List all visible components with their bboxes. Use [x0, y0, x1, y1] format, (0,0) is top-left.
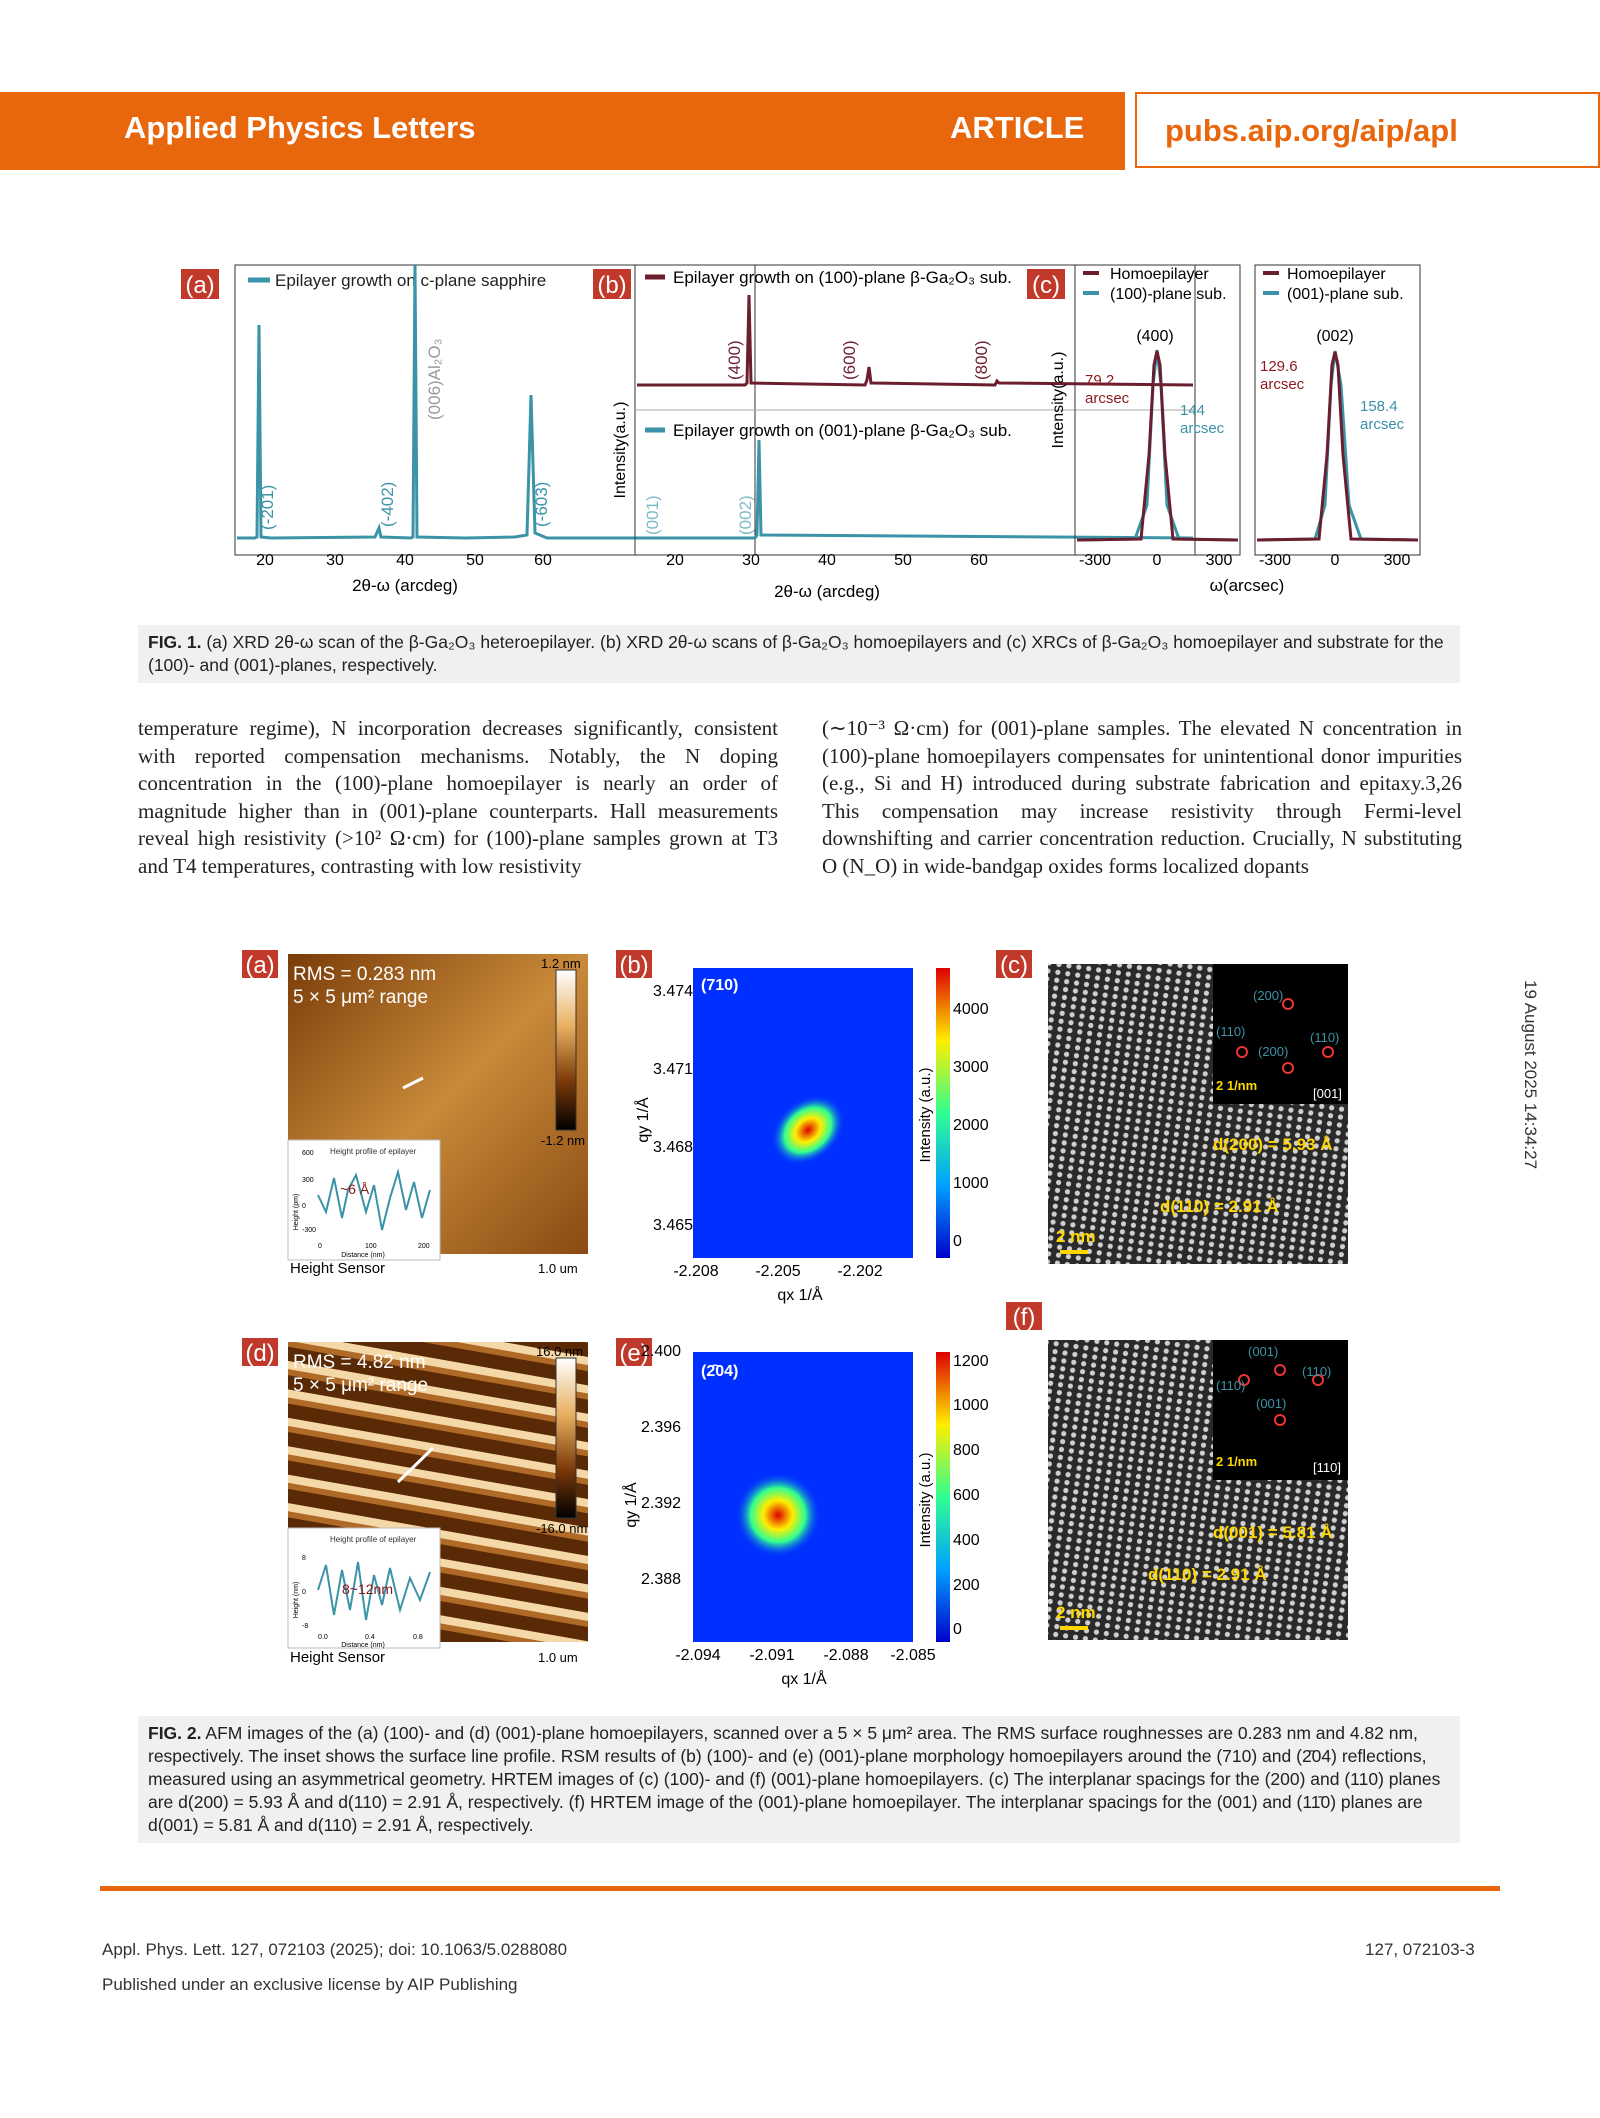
journal-url[interactable]: pubs.aip.org/aip/apl: [1165, 113, 1458, 148]
x-tick: 50: [466, 552, 484, 569]
svg-text:arcsec: arcsec: [1260, 376, 1305, 393]
svg-text:1.0 um: 1.0 um: [538, 1650, 578, 1665]
svg-text:Height Sensor: Height Sensor: [290, 1649, 386, 1666]
legend-label: Epilayer growth on (100)-plane β-Ga₂O₃ sub.: [673, 268, 1012, 287]
svg-text:-2.085: -2.085: [890, 1647, 936, 1664]
svg-text:(110): (110): [1302, 1364, 1332, 1379]
x-tick: 20: [256, 552, 274, 569]
svg-text:5 × 5 μm² range: 5 × 5 μm² range: [293, 987, 429, 1008]
svg-text:2000: 2000: [953, 1117, 989, 1134]
svg-text:qx 1/Å: qx 1/Å: [777, 1287, 823, 1304]
svg-text:Homoepilayer: Homoepilayer: [1110, 266, 1209, 283]
svg-text:Distance (nm): Distance (nm): [341, 1252, 385, 1259]
journal-title: Applied Physics Letters: [124, 110, 476, 145]
peak-label: (001): [643, 495, 662, 535]
fig2-panel-a: [242, 950, 588, 1277]
svg-text:(001): (001): [1256, 1396, 1287, 1411]
svg-text:16.0 nm: 16.0 nm: [536, 1344, 583, 1359]
svg-text:-2.205: -2.205: [755, 1263, 801, 1280]
svg-text:158.4: 158.4: [1360, 398, 1398, 415]
svg-text:Height Sensor: Height Sensor: [290, 1260, 386, 1277]
svg-text:3.465: 3.465: [653, 1217, 694, 1234]
legend-label: Epilayer growth on (001)-plane β-Ga₂O₃ sub.: [673, 421, 1012, 440]
panel-tag: (d): [245, 1340, 275, 1367]
svg-text:d(110) = 2.91 Å: d(110) = 2.91 Å: [1148, 1565, 1267, 1584]
svg-text:2 1/nm: 2 1/nm: [1216, 1078, 1258, 1093]
svg-text:arcsec: arcsec: [1360, 416, 1405, 433]
svg-text:(200): (200): [1258, 1044, 1289, 1059]
svg-text:(001)-plane sub.: (001)-plane sub.: [1287, 286, 1404, 303]
x-axis-label: ω(arcsec): [1209, 576, 1285, 595]
colorbar: [936, 1352, 950, 1642]
x-tick: 30: [326, 552, 344, 569]
figure-1: [175, 255, 1450, 615]
svg-text:(110): (110): [1216, 1024, 1246, 1039]
x-tick: -300: [1078, 552, 1112, 569]
svg-text:(001): (001): [1248, 1344, 1279, 1359]
footer-citation: Appl. Phys. Lett. 127, 072103 (2025); doi: 10.1063/5.0288080: [102, 1940, 568, 1959]
x-tick: 60: [534, 552, 552, 569]
svg-text:5 × 5 μm² range: 5 × 5 μm² range: [293, 1375, 429, 1396]
panel-tag: (c): [1000, 952, 1028, 979]
legend-label: Epilayer growth on c-plane sapphire: [275, 271, 547, 290]
x-tick: 30: [742, 552, 760, 569]
y-axis-label: Intensity(a.u.): [612, 401, 629, 499]
caption-text: AFM images of the (a) (100)- and (d) (001)-plane homoepilayers, scanned over a 5 × 5 μm² area. The RMS surface roughnesses are 0.283 nm and 4.82 nm, respectively. The inset shows the surface line profile. RSM results of (b) (100)- and (e) (001)-plane morphology homoepilayers around the (710) and (2̄04) reflections, measured using an asymmetrical geometry. HRTEM images of (c) (100)- and (f) (001)-plane homoepilayers. (c) The interplanar spacings for the (200) and (110) planes are d(200) = 5.93 Å and d(110) = 2.91 Å, respectively. (f) HRTEM image of the (001)-plane homoepilayer. The interplanar spacings for the (001) and (11̄0) planes are d(001) = 5.81 Å and d(110) = 2.91 Å, respectively.: [148, 1723, 1441, 1835]
svg-text:(100)-plane sub.: (100)-plane sub.: [1110, 286, 1227, 303]
panel-tag: (c): [1032, 272, 1060, 299]
x-tick: 40: [396, 552, 414, 569]
fig2-panel-d: [242, 1338, 588, 1666]
fig2-panel-f: [1006, 1302, 1348, 1640]
svg-text:qy 1/Å: qy 1/Å: [623, 1482, 640, 1528]
svg-text:2.400: 2.400: [641, 1343, 682, 1360]
x-tick: 0: [1330, 552, 1340, 569]
svg-text:600: 600: [953, 1487, 980, 1504]
svg-text:Homoepilayer: Homoepilayer: [1287, 266, 1386, 283]
figure-1-caption: [138, 625, 1460, 683]
svg-text:100: 100: [365, 1243, 377, 1250]
x-axis-label: 2θ-ω (arcdeg): [774, 582, 880, 601]
panel-tag: (f): [1012, 1304, 1036, 1331]
svg-text:300: 300: [302, 1177, 314, 1184]
svg-text:2 nm: 2 nm: [1056, 1603, 1096, 1622]
peak-label: (-402): [378, 481, 397, 527]
svg-text:(110): (110): [1310, 1030, 1340, 1045]
svg-text:8: 8: [302, 1555, 306, 1562]
fig2-panel-c: [996, 950, 1348, 1264]
peak-label: (002): [736, 495, 755, 535]
figure-2-caption: [138, 1716, 1460, 1843]
panel-tag: (a): [185, 272, 215, 299]
svg-text:RMS = 0.283 nm: RMS = 0.283 nm: [293, 964, 437, 985]
x-tick: 40: [818, 552, 836, 569]
fig1-panel-c: [1027, 265, 1420, 595]
svg-text:1.0 um: 1.0 um: [538, 1261, 578, 1276]
svg-text:0: 0: [953, 1621, 962, 1638]
svg-text:Height profile of epilayer: Height profile of epilayer: [330, 1147, 417, 1156]
peak-label: (002): [1316, 328, 1354, 345]
svg-text:129.6: 129.6: [1260, 358, 1298, 375]
svg-text:Intensity (a.u.): Intensity (a.u.): [917, 1067, 934, 1163]
peak-label: (600): [840, 340, 859, 380]
peak-label: (-603): [532, 481, 551, 527]
svg-text:144: 144: [1180, 402, 1206, 419]
svg-text:~6 Å: ~6 Å: [340, 1181, 370, 1197]
svg-text:0: 0: [318, 1243, 322, 1250]
svg-text:RMS = 4.82 nm: RMS = 4.82 nm: [293, 1352, 426, 1373]
x-tick: -300: [1258, 552, 1292, 569]
x-tick: 60: [970, 552, 988, 569]
svg-text:4000: 4000: [953, 1001, 989, 1018]
colorbar: [936, 968, 950, 1258]
peak-label: (-201): [258, 484, 277, 530]
svg-text:Intensity (a.u.): Intensity (a.u.): [917, 1452, 934, 1548]
svg-text:1000: 1000: [953, 1397, 989, 1414]
svg-text:-16.0 nm: -16.0 nm: [536, 1521, 588, 1536]
svg-text:0: 0: [302, 1203, 306, 1210]
peak-label: (006)Al₂O₃: [425, 338, 444, 420]
svg-text:(710): (710): [701, 977, 739, 994]
panel-tag: (b): [619, 952, 649, 979]
svg-text:-8: -8: [302, 1623, 309, 1630]
peak-label: (400): [1136, 328, 1174, 345]
svg-text:-1.2 nm: -1.2 nm: [541, 1133, 586, 1148]
svg-text:800: 800: [953, 1442, 980, 1459]
svg-text:2.392: 2.392: [641, 1495, 682, 1512]
download-date: 19 August 2025 14:34:27: [1521, 980, 1540, 1170]
svg-text:arcsec: arcsec: [1180, 420, 1225, 437]
peak-label: (800): [972, 340, 991, 380]
svg-text:-2.094: -2.094: [675, 1647, 721, 1664]
svg-text:d(200) = 5.93 Å: d(200) = 5.93 Å: [1213, 1135, 1333, 1154]
footer-rule: [100, 1886, 1500, 1891]
x-tick: 300: [1383, 552, 1411, 569]
svg-text:d(110) = 2.91 Å: d(110) = 2.91 Å: [1160, 1197, 1279, 1216]
svg-text:2 1/nm: 2 1/nm: [1216, 1454, 1258, 1469]
body-column-right: (∼10⁻³ Ω·cm) for (001)-plane samples. The elevated N concentration in (100)-plane homoepilayers compensates for unintentional donor impurities (e.g., Si and H) introduced during substrate fabrication and epitaxy.3,26 This compensation may increase resistivity through Fermi-level downshifting and carrier concentration reduction. Crucially, N substituting O (N_O) in wide-bandgap oxides forms localized dopants: [822, 716, 1462, 878]
svg-text:1200: 1200: [953, 1353, 989, 1370]
svg-text:Height (nm): Height (nm): [293, 1581, 300, 1619]
footer-license: Published under an exclusive license by AIP Publishing: [102, 1975, 518, 1994]
svg-text:0: 0: [302, 1589, 306, 1596]
svg-text:3.474: 3.474: [653, 983, 694, 1000]
svg-text:2.396: 2.396: [641, 1419, 682, 1436]
svg-text:0.0: 0.0: [318, 1634, 328, 1641]
x-axis-label: 2θ-ω (arcdeg): [352, 576, 458, 595]
footer-page: 127, 072103-3: [1365, 1940, 1475, 1959]
svg-text:qx 1/Å: qx 1/Å: [781, 1671, 827, 1688]
panel-tag: (a): [245, 952, 275, 979]
caption-label: FIG. 2.: [148, 1723, 202, 1743]
svg-text:arcsec: arcsec: [1085, 390, 1130, 407]
svg-text:(2̄04): (2̄04): [701, 1363, 739, 1380]
svg-text:0.4: 0.4: [365, 1634, 375, 1641]
panel-tag: (e): [619, 1340, 649, 1367]
svg-text:200: 200: [953, 1577, 980, 1594]
svg-text:-2.202: -2.202: [837, 1263, 883, 1280]
fig2-panel-e: [616, 1338, 989, 1688]
svg-text:1000: 1000: [953, 1175, 989, 1192]
x-tick: 50: [894, 552, 912, 569]
svg-text:600: 600: [302, 1150, 314, 1157]
svg-text:2 nm: 2 nm: [1056, 1227, 1096, 1246]
caption-text: (a) XRD 2θ-ω scan of the β-Ga₂O₃ heteroepilayer. (b) XRD 2θ-ω scans of β-Ga₂O₃ homoepilayers and (c) XRCs of β-Ga₂O₃ homoepilayer and substrate for the (100)- and (001)-planes, respectively.: [148, 632, 1444, 675]
svg-text:Height profile of epilayer: Height profile of epilayer: [330, 1535, 417, 1544]
y-axis-label: Intensity(a.u.): [1050, 351, 1067, 449]
svg-text:(200): (200): [1253, 988, 1284, 1003]
x-tick: 20: [666, 552, 684, 569]
svg-text:3000: 3000: [953, 1059, 989, 1076]
svg-text:79.2: 79.2: [1085, 372, 1115, 389]
fig2-panel-b: [616, 950, 989, 1304]
svg-text:-2.091: -2.091: [749, 1647, 795, 1664]
xrd-trace: [237, 265, 753, 538]
svg-text:2.388: 2.388: [641, 1571, 682, 1588]
svg-text:0: 0: [953, 1233, 962, 1250]
svg-text:3.468: 3.468: [653, 1139, 694, 1156]
svg-text:200: 200: [418, 1243, 430, 1250]
height-scale-bar: [556, 970, 576, 1130]
svg-text:0.8: 0.8: [413, 1634, 423, 1641]
svg-text:1.2 nm: 1.2 nm: [541, 956, 581, 971]
svg-text:3.471: 3.471: [653, 1061, 694, 1078]
xrd-trace: [637, 440, 1193, 538]
body-column-left: temperature regime), N incorporation decreases significantly, consistent with reported compensation mechanisms. Notably, the N doping concentration in the (100)-plane homoepilayer is nearly an order of magnitude higher than in (001)-plane counterparts. Hall measurements reveal high resistivity (>10² Ω·cm) for (100)-plane samples grown at T3 and T4 temperatures, contrasting with low resistivity: [138, 716, 778, 878]
svg-text:-300: -300: [302, 1227, 317, 1234]
caption-label: FIG. 1.: [148, 632, 202, 652]
svg-text:qy 1/Å: qy 1/Å: [635, 1097, 652, 1143]
svg-text:[110]: [110]: [1313, 1460, 1341, 1475]
fig1-panel-b: [593, 265, 1195, 601]
svg-text:Height (pm): Height (pm): [293, 1193, 300, 1231]
height-scale-bar: [556, 1358, 576, 1518]
svg-text:8~12nm: 8~12nm: [342, 1581, 393, 1597]
x-tick: 0: [1152, 552, 1162, 569]
figure-2: [238, 950, 1358, 1700]
panel-tag: (b): [597, 272, 627, 299]
svg-text:Distance (nm): Distance (nm): [341, 1642, 385, 1649]
svg-text:[001]: [001]: [1313, 1086, 1342, 1101]
article-type: ARTICLE: [950, 110, 1085, 145]
svg-text:-2.088: -2.088: [823, 1647, 869, 1664]
x-tick: 300: [1205, 552, 1233, 569]
svg-text:400: 400: [953, 1532, 980, 1549]
svg-text:(110): (110): [1216, 1378, 1246, 1393]
svg-text:d(001) = 5.81 Å: d(001) = 5.81 Å: [1213, 1523, 1333, 1542]
svg-text:-2.208: -2.208: [673, 1263, 719, 1280]
peak-label: (400): [725, 340, 744, 380]
fig1-panel-a: [181, 265, 755, 595]
